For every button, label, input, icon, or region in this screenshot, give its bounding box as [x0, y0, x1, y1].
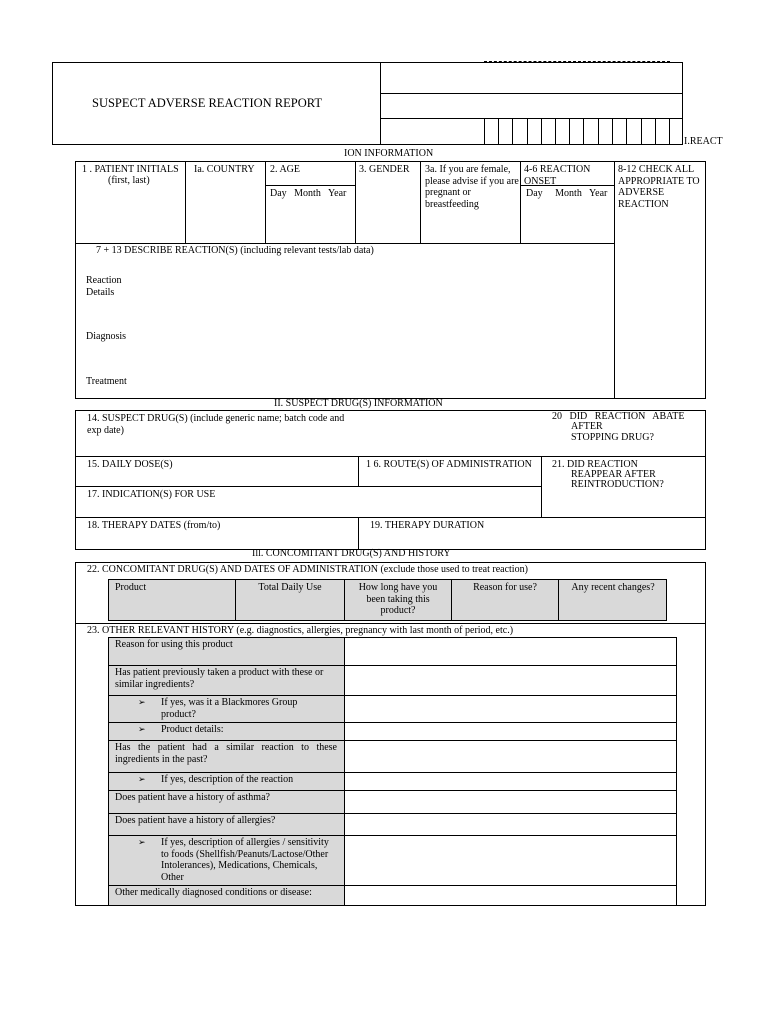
col-line-2: [265, 161, 266, 243]
column-header-reason: Reason for use?: [473, 582, 537, 593]
arrowhead-bullet-icon: ➢: [138, 725, 146, 735]
report-number-box-divider: [612, 118, 613, 145]
history-answer-blackmores-product[interactable]: [348, 697, 673, 720]
s2-line-3: [75, 517, 706, 518]
s3-divider: [75, 623, 706, 624]
therapy-dates-label: 18. THERAPY DATES (from/to): [87, 520, 221, 531]
col-divider-2: [344, 579, 345, 621]
patient-initials-sub: (first, last): [108, 175, 150, 186]
col-line-1: [185, 161, 186, 243]
report-number-box-divider: [641, 118, 642, 145]
indication-label: 17. INDICATION(S) FOR USE: [87, 489, 216, 500]
abate-line-2: AFTER: [571, 421, 603, 432]
indication-input[interactable]: [225, 490, 535, 512]
history-answer-reason-for-use[interactable]: [348, 639, 673, 663]
column-header-changes: Any recent changes?: [571, 582, 655, 593]
history-label-reason-for-use: Reason for using this product: [115, 639, 233, 650]
arrowhead-bullet-icon: ➢: [138, 698, 146, 708]
report-number-box-divider: [541, 118, 542, 145]
header-row-line-2: [380, 118, 683, 119]
diagnosis-input[interactable]: [140, 320, 610, 360]
s2-vline-right: [541, 456, 542, 517]
route-label: 1 6. ROUTE(S) OF ADMINISTRATION: [366, 459, 532, 470]
section-2-heading: II. SUSPECT DRUG(S) INFORMATION: [274, 398, 443, 409]
other-history-label: 23. OTHER RELEVANT HISTORY (e.g. diagnostics, allergies, pregnancy with last month of period, etc.): [87, 625, 514, 636]
header-row-line-1: [380, 93, 683, 94]
history-label-previously-taken: Has patient previously taken a product with these or similar ingredients?: [115, 667, 324, 690]
history-answer-allergies-history[interactable]: [348, 815, 673, 833]
reaction-heading-start: I.REACT: [684, 136, 723, 147]
report-number-box-divider: [569, 118, 570, 145]
history-label-allergy-description: If yes, description of allergies / sensitivity to foods (Shellfish/Peanuts/Lactose/Other Intolerances), Medications, Chemicals, Other: [161, 837, 329, 883]
reaction-heading-end: ION INFORMATION: [344, 148, 434, 159]
header-field-1[interactable]: [384, 66, 678, 90]
arrowhead-bullet-icon: ➢: [138, 775, 146, 785]
age-label: 2. AGE: [270, 164, 300, 175]
history-answer-previously-taken[interactable]: [348, 667, 673, 693]
header-dashed-strip: [484, 61, 670, 62]
concomitant-label: 22. CONCOMITANT DRUG(S) AND DATES OF ADMINISTRATION (exclude those used to treat reaction): [87, 564, 528, 575]
report-number-box-divider: [655, 118, 656, 145]
s2-vline-duration: [358, 517, 359, 550]
report-number-box-divider: [484, 118, 485, 145]
daily-dose-label: 15. DAILY DOSE(S): [87, 459, 173, 470]
suspect-drug-label: 14. SUSPECT DRUG(S) (include generic name; batch code and exp date): [87, 413, 345, 436]
age-input[interactable]: [268, 203, 352, 239]
onset-sub-line: [520, 185, 614, 186]
patient-initials-input[interactable]: [79, 190, 181, 238]
therapy-duration-input[interactable]: [495, 521, 701, 545]
report-number-box-divider: [669, 118, 670, 145]
reaction-onset-label: 4-6 REACTION ONSET: [524, 164, 591, 187]
reappear-line-2: REAPPEAR AFTER: [571, 469, 656, 480]
header-field-2[interactable]: [384, 96, 678, 116]
reappear-line-1: 21. DID REACTION: [552, 459, 638, 470]
report-number-box-divider: [527, 118, 528, 145]
history-label-other-conditions: Other medically diagnosed conditions or disease:: [115, 887, 312, 898]
reaction-onset-input[interactable]: [523, 203, 611, 239]
header-divider: [380, 62, 381, 145]
column-header-daily-use: Total Daily Use: [258, 582, 322, 593]
history-answer-product-details[interactable]: [348, 724, 673, 738]
history-answer-allergy-description[interactable]: [348, 837, 673, 883]
age-date-headers: Day Month Year: [270, 188, 347, 199]
reaction-details-label: Reaction Details: [86, 275, 122, 298]
history-label-blackmores-product: If yes, was it a Blackmores Group product?: [161, 697, 298, 720]
country-input[interactable]: [189, 180, 261, 238]
history-table-bottom-rule: [108, 905, 677, 906]
reaction-details-input[interactable]: [140, 262, 610, 314]
report-number-box-divider: [512, 118, 513, 145]
history-answer-reaction-description[interactable]: [348, 774, 673, 788]
arrowhead-bullet-icon: ➢: [138, 838, 146, 848]
section-3-heading: Ill. CONCOMITANT DRUG(S) AND HISTORY: [252, 548, 451, 559]
column-header-product: Product: [115, 582, 147, 593]
history-label-product-details: Product details:: [161, 724, 224, 735]
abate-line-3: STOPPING DRUG?: [571, 432, 654, 443]
treatment-input[interactable]: [140, 366, 610, 394]
report-number-box-divider: [555, 118, 556, 145]
history-answer-asthma-history[interactable]: [348, 792, 673, 811]
abate-line-1: 20 DID REACTION ABATE: [552, 411, 685, 422]
history-label-allergies-history: Does patient have a history of allergies?: [115, 815, 276, 826]
gender-input[interactable]: [358, 180, 418, 238]
history-label-similar-reaction: Has the patient had a similar reaction to these ingredients in the past?: [115, 742, 337, 765]
treatment-label: Treatment: [86, 376, 127, 387]
col-line-6: [614, 161, 615, 399]
age-sub-line: [265, 185, 355, 186]
diagnosis-label: Diagnosis: [86, 331, 126, 342]
section-1-row-line: [75, 243, 614, 244]
gender-label: 3. GENDER: [359, 164, 410, 175]
reappear-line-3: REINTRODUCTION?: [571, 479, 664, 490]
suspect-drug-input[interactable]: [350, 414, 540, 452]
column-header-duration: How long have you been taking this product?: [358, 582, 438, 616]
daily-dose-input[interactable]: [180, 460, 354, 482]
report-number-box-divider: [598, 118, 599, 145]
country-label: Ia. COUNTRY: [194, 164, 255, 175]
s2-line-1: [75, 456, 706, 457]
s2-vline-route: [358, 456, 359, 486]
s2-line-2: [75, 486, 541, 487]
col-line-4: [420, 161, 421, 243]
report-number-box-divider: [498, 118, 499, 145]
therapy-duration-label: 19. THERAPY DURATION: [370, 520, 485, 531]
pregnancy-label: 3a. If you are female, please advise if you are pregnant or breastfeeding: [425, 164, 519, 210]
describe-reaction-label: 7 + 13 DESCRIBE REACTION(S) (including relevant tests/lab data): [96, 245, 374, 256]
history-answer-other-conditions[interactable]: [348, 887, 673, 903]
check-all-label: 8-12 CHECK ALL APPROPRIATE TO ADVERSE REACTION: [618, 164, 700, 210]
report-number-box-divider: [626, 118, 627, 145]
col-line-5: [520, 161, 521, 243]
report-number-box-divider: [583, 118, 584, 145]
report-title: SUSPECT ADVERSE REACTION REPORT: [92, 96, 322, 110]
col-line-3: [355, 161, 356, 243]
onset-date-headers: Day Month Year: [526, 188, 608, 199]
history-label-asthma-history: Does patient have a history of asthma?: [115, 792, 270, 803]
history-answer-similar-reaction[interactable]: [348, 742, 673, 770]
patient-initials-label: 1 . PATIENT INITIALS: [82, 164, 179, 175]
therapy-dates-input[interactable]: [230, 521, 354, 545]
history-label-reaction-description: If yes, description of the reaction: [161, 774, 294, 785]
